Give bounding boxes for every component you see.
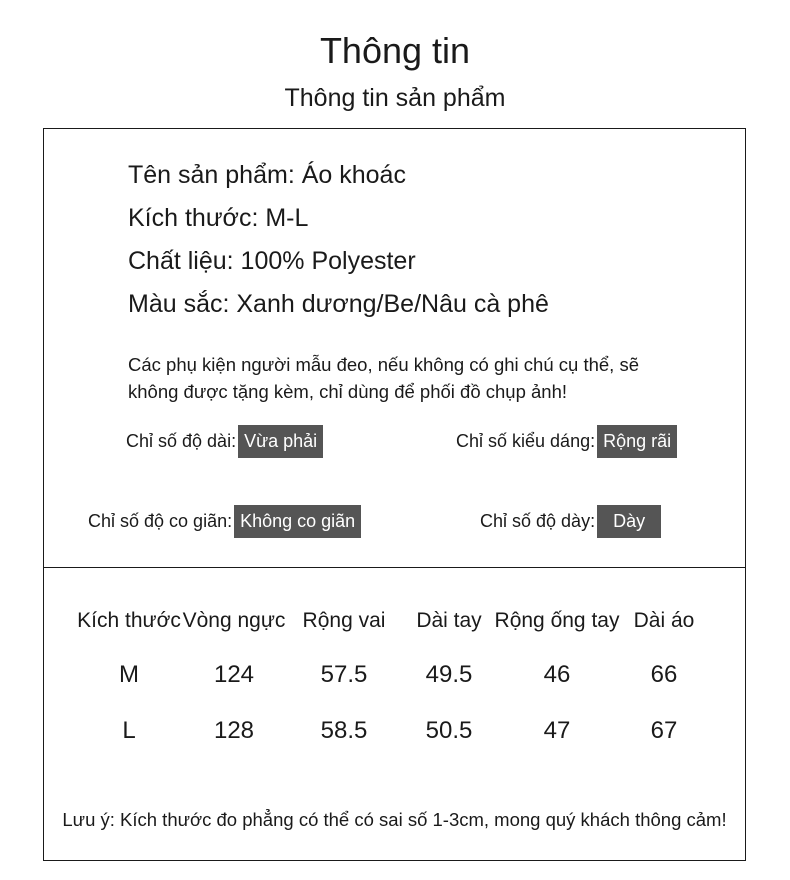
fit-index-label: Chỉ số kiểu dáng: (456, 431, 596, 451)
stretch-index (88, 505, 361, 538)
table-header: Rộng ống tay (494, 609, 620, 632)
accessory-note-line-1: Các phụ kiện người mẫu đeo, nếu không có ghi chú cụ thể, sẽ (128, 354, 639, 375)
table-header: Dài tay (416, 609, 482, 632)
table-cell: 57.5 (320, 661, 368, 688)
table-cell: 124 (213, 661, 255, 688)
table-header: Dài áo (633, 609, 695, 632)
accessory-note-line-2: không được tặng kèm, chỉ dùng để phối đồ chụp ảnh! (128, 381, 568, 402)
table-cell: 50.5 (425, 717, 473, 744)
stretch-index-label: Chỉ số độ co giãn: (88, 511, 233, 531)
page-subtitle: Thông tin sản phẩm (284, 84, 506, 112)
table-cell: 66 (650, 661, 678, 688)
section-divider (44, 567, 745, 568)
product-info-box (43, 128, 746, 861)
product-material: Chất liệu: 100% Polyester (128, 247, 416, 275)
product-name: Tên sản phẩm: Áo khoác (128, 161, 406, 189)
measurement-footnote: Lưu ý: Kích thước đo phẳng có thể có sai số 1-3cm, mong quý khách thông cảm! (62, 809, 727, 830)
table-header: Vòng ngực (182, 609, 286, 632)
table-header: Kích thước (77, 609, 181, 632)
length-index-label: Chỉ số độ dài: (126, 431, 237, 451)
table-cell: 46 (543, 661, 571, 688)
page-title: Thông tin (319, 30, 471, 71)
accessory-note (128, 351, 688, 405)
thickness-index-label: Chỉ số độ dày: (480, 511, 596, 531)
product-size: Kích thước: M-L (128, 204, 309, 232)
table-cell: 49.5 (425, 661, 473, 688)
table-cell: L (122, 717, 136, 744)
table-header: Rộng vai (302, 609, 386, 632)
table-cell: 128 (213, 717, 255, 744)
stretch-index-value: Không co giãn (234, 505, 361, 538)
table-cell: 67 (650, 717, 678, 744)
fit-index-value: Rộng rãi (597, 425, 677, 458)
table-cell: 47 (543, 717, 571, 744)
length-index-value: Vừa phải (238, 425, 323, 458)
fit-index (456, 425, 677, 458)
table-cell: M (119, 661, 139, 688)
table-cell: 58.5 (320, 717, 368, 744)
product-colors: Màu sắc: Xanh dương/Be/Nâu cà phê (128, 290, 549, 318)
length-index (126, 425, 323, 458)
thickness-index-value: Dày (597, 505, 661, 538)
thickness-index (480, 505, 661, 538)
